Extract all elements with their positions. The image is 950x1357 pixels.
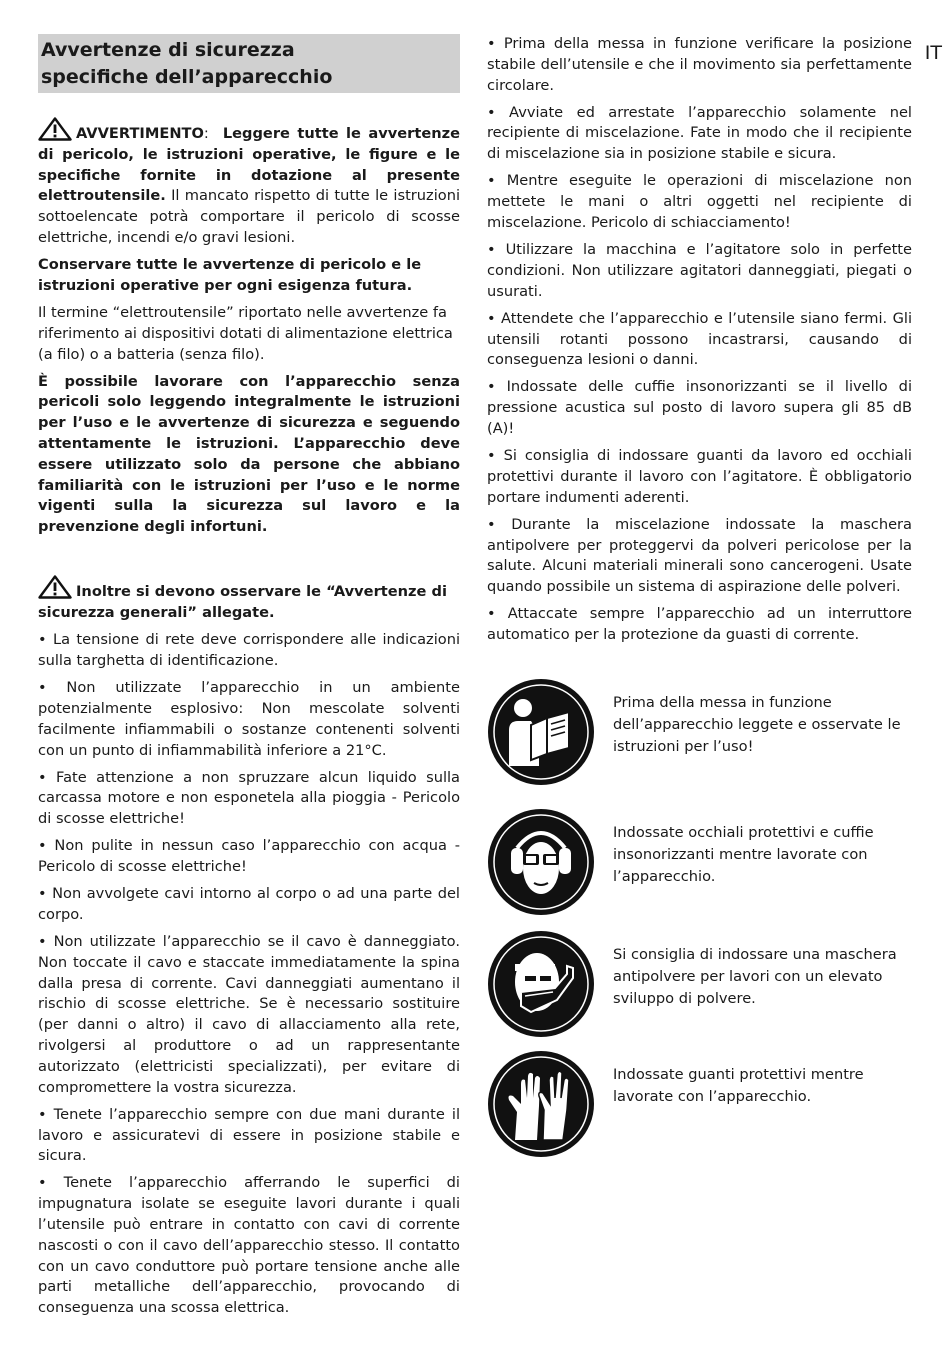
dust-mask-icon (487, 930, 595, 1038)
warning-normal-text: Il mancato rispetto di tutte le istruzioni sottoelencate potrà comportare il pericolo di scosse elettriche, incendi e/o gravi lesioni. (38, 187, 460, 246)
left-bullet: • Non utilizzate l’apparecchio se il cavo è danneggiato. Non toccate il cavo e staccate immediatamente la spina dalla presa di corrente. Cavi danneggiati aumentano il rischio di scosse elettriche. Se è necessario sostituire (per danni o altro) il cavo di allacciamento alla rete, rivolgersi al produttore o ad un rappresentante autorizzato (elettricisti specializzati), per evitare di compromettere la vostra sicurezza. (38, 933, 460, 1096)
right-bullet: • Durante la miscelazione indossate la maschera antipolvere per proteggervi da polveri pericolose per la salute. Alcuni materiali minerali sono cancerogeni. Usate quando possibile un sistema di aspirazione delle polveri. (487, 515, 912, 596)
left-bullet: • Non pulite in nessun caso l’apparecchio con acqua - Pericolo di scosse elettriche! (38, 837, 460, 876)
section-title-line-2: specifiche dell’apparecchio (41, 66, 333, 88)
warning-label: AVVERTIMENTO (76, 125, 204, 142)
warning-bold-text: Leggere tutte le avvertenze di pericolo, le istruzioni operative, le figure e le specifiche fornite in dotazione al presente elettroutensile. (38, 125, 460, 205)
section-title-line-1: Avvertenze di sicurezza (41, 39, 295, 61)
warning-triangle-icon (38, 575, 72, 599)
language-tag: IT (924, 42, 942, 64)
gloves-icon (487, 1050, 595, 1158)
general-warnings-paragraph (38, 575, 460, 624)
symbol-text-dust-mask: Si consiglia di indossare una maschera antipolvere per lavori con un elevato sviluppo di polvere. (613, 946, 897, 1007)
symbol-text-eye-ear: Indossate occhiali protettivi e cuffie insonorizzanti mentre lavorate con l’apparecchio. (613, 824, 874, 885)
right-bullet: • Si consiglia di indossare guanti da lavoro ed occhiali protettivi durante il lavoro con l’agitatore. È obbligatorio portare indumenti aderenti. (487, 447, 912, 506)
right-bullet: • Prima della messa in funzione verificare la posizione stabile dell’utensile e che il movimento sia perfettamente circolare. (487, 35, 912, 94)
left-bullet: • Tenete l’apparecchio sempre con due mani durante il lavoro e assicuratevi di essere in posizione stabile e sicura. (38, 1105, 460, 1165)
right-bullet: • Indossate delle cuffie insonorizzanti se il livello di pressione acustica sul posto di lavoro supera gli 85 dB (A)! (487, 378, 912, 438)
eye-ear-protection-icon (487, 808, 595, 916)
left-column (38, 34, 460, 1325)
right-bullet: • Attendete che l’apparecchio e l’utensile siano fermi. Gli utensili rotanti possono incastrarsi, causando di conseguenza lesioni o danni. (487, 309, 912, 369)
right-bullet: • Attaccate sempre l’apparecchio ad un interruttore automatico per la protezione da guasti di corrente. (487, 605, 912, 644)
section-title (38, 34, 460, 93)
right-column (487, 34, 912, 652)
left-bullet: • La tensione di rete deve corrispondere alle indicazioni sulla targhetta di identificazione. (38, 631, 460, 670)
possible-work-text: È possibile lavorare con l’apparecchio senza pericoli solo leggendo integralmente le istruzioni per l’uso e le avvertenze di sicurezza e seguendo attentamente le istruzioni. L’apparecchio deve essere utilizzato solo da persone che abbiano familiarità con le istruzioni per l’uso e le norme vigenti sulla la sicurezza sul lavoro e la prevenzione degli infortuni. (38, 372, 460, 536)
left-bullet: • Non avvolgete cavi intorno al corpo o ad una parte del corpo. (38, 885, 460, 923)
keep-instructions-text: Conservare tutte le avvertenze di pericolo e le istruzioni operative per ogni esigenza futura. (38, 256, 422, 294)
right-bullet: • Mentre eseguite le operazioni di miscelazione non mettete le mani o altri oggetti nel recipiente di miscelazione. Pericolo di schiacciamento! (487, 172, 912, 231)
symbol-text-read-manual: Prima della messa in funzione dell’apparecchio leggete e osservate le istruzioni per l’uso! (613, 694, 901, 755)
right-bullet: • Utilizzare la macchina e l’agitatore solo in perfette condizioni. Non utilizzare agitatori danneggiati, piegati o usurati. (487, 241, 912, 300)
read-manual-icon (487, 678, 595, 786)
right-bullet: • Avviate ed arrestate l’apparecchio solamente nel recipiente di miscelazione. Fate in modo che il recipiente di miscelazione sia in posizione stabile e sicura. (487, 103, 912, 163)
left-bullet: • Tenete l’apparecchio afferrando le superfici di impugnatura isolate se eseguite lavori durante i quali l’utensile può entrare in contatto con cavi di corrente nascosti o con il cavo dell’apparecchio stesso. Il contatto con un cavo conduttore può portare tensione anche alle parti metalliche dell’apparecchio, provocando di conseguenza una scossa elettrica. (38, 1174, 460, 1317)
warning-colon: : (203, 125, 209, 142)
symbol-text-gloves: Indossate guanti protettivi mentre lavorate con l’apparecchio. (613, 1066, 864, 1105)
general-warnings-text: Inoltre si devono osservare le “Avvertenze di sicurezza generali” allegate. (38, 583, 447, 622)
left-bullet: • Fate attenzione a non spruzzare alcun liquido sulla carcassa motore e non esponetela alla pioggia - Pericolo di scosse elettriche! (38, 768, 460, 828)
warning-paragraph (38, 117, 460, 249)
term-definition-text: Il termine “elettroutensile” riportato nelle avvertenze fa riferimento ai dispositivi dotati di alimentazione elettrica (a filo) o a batteria (senza filo). (38, 303, 453, 363)
warning-triangle-icon (38, 117, 72, 141)
left-bullet: • Non utilizzate l’apparecchio in un ambiente potenzialmente esplosivo: Non mescolate solventi facilmente infiammabili o sostanze contenenti solventi con un punto di infiammabilità inferiore a 21°C. (38, 679, 460, 759)
